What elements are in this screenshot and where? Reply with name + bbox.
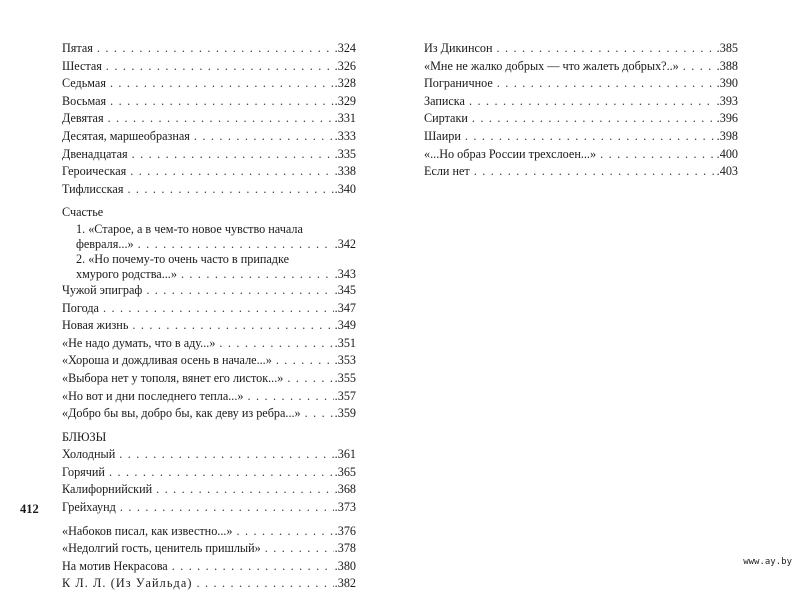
- toc-entry: Если нет . . . .403: [424, 163, 738, 181]
- toc-entry: Горячий . . . .365: [62, 464, 356, 482]
- toc-entry: Грейхаунд . . . .373: [62, 499, 356, 517]
- toc-entry: Героическая . . . .338: [62, 163, 356, 181]
- toc-entry: Шестая . . . .326: [62, 58, 356, 76]
- toc-entry: «Не надо думать, что в аду...» . . . .351: [62, 335, 356, 353]
- watermark: www.ay.by: [743, 557, 792, 567]
- toc-entry: Новая жизнь . . . .349: [62, 317, 356, 335]
- toc-sub-entry: 2. «Но почему-то очень часто в припадке хмурого родства...» . . . .343: [62, 252, 356, 282]
- toc-entry: К Л. Л. (Из Уайльда) . . . .382: [62, 575, 356, 593]
- toc-entry: Из Дикинсон . . . .385: [424, 40, 738, 58]
- toc-entry: «Хороша и дождливая осень в начале...» . . . .353: [62, 352, 356, 370]
- toc-entry: Погода . . . .347: [62, 300, 356, 318]
- toc-entry: «Но вот и дни последнего тепла...» . . . .357: [62, 388, 356, 406]
- toc-entry: «...Но образ России трехслоен...» . . . .400: [424, 146, 738, 164]
- toc-entry: Десятая, маршеобразная . . . .333: [62, 128, 356, 146]
- toc-entry: Двенадцатая . . . .335: [62, 146, 356, 164]
- toc-entry: Холодный . . . .361: [62, 446, 356, 464]
- section-heading: Счастье: [62, 205, 104, 220]
- toc-entry: Седьмая . . . .328: [62, 75, 356, 93]
- toc-entry: Записка . . . .393: [424, 93, 738, 111]
- toc-left-column: [62, 40, 356, 593]
- section-heading: БЛЮЗЫ: [62, 429, 107, 444]
- toc-entry: Чужой эпиграф . . . .345: [62, 282, 356, 300]
- toc-entry: На мотив Некрасова . . . .380: [62, 558, 356, 576]
- toc-entry: Тифлисская . . . .340: [62, 181, 356, 199]
- toc-sub-entry: 1. «Старое, а в чем-то новое чувство начала февраля...» . . . .342: [62, 222, 356, 252]
- toc-entry: Девятая . . . .331: [62, 110, 356, 128]
- page-number: 412: [20, 502, 39, 516]
- toc-entry: «Набоков писал, как известно...» . . . .376: [62, 523, 356, 541]
- toc-right-column: [424, 40, 738, 181]
- toc-entry: «Выбора нет у тополя, вянет его листок...» . . . .355: [62, 370, 356, 388]
- toc-entry: Пятая . . . .324: [62, 40, 356, 58]
- toc-entry: Восьмая . . . .329: [62, 93, 356, 111]
- toc-entry: «Добро бы вы, добро бы, как деву из ребра...» . . . .359: [62, 405, 356, 423]
- toc-entry: Сиртаки . . . .396: [424, 110, 738, 128]
- toc-entry: Калифорнийский . . . .368: [62, 481, 356, 499]
- toc-entry: «Мне не жалко добрых — что жалеть добрых?..» . . . .388: [424, 58, 738, 76]
- toc-entry: Пограничное . . . .390: [424, 75, 738, 93]
- toc-entry: Шаири . . . .398: [424, 128, 738, 146]
- toc-entry: «Недолгий гость, ценитель пришлый» . . . .378: [62, 540, 356, 558]
